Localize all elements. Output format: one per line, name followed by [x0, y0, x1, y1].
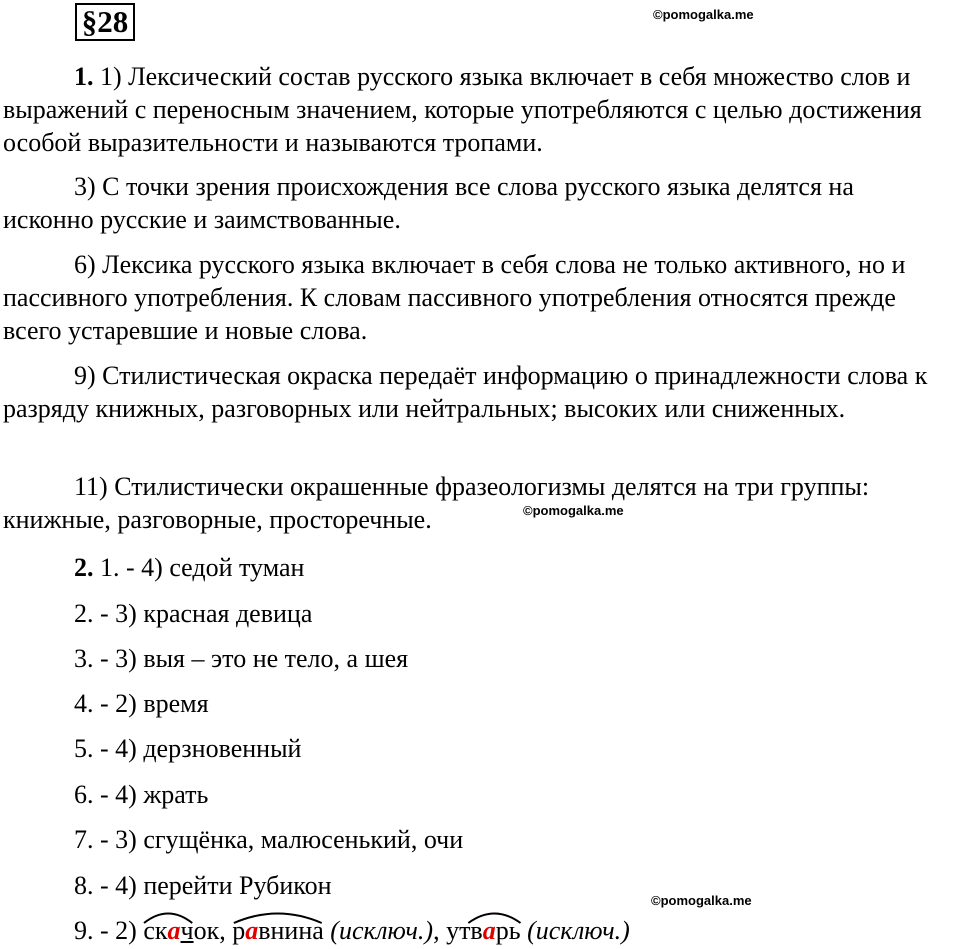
watermark-middle: ©pomogalka.me	[523, 503, 624, 518]
task2-line-2: 2. - 3) красная девица	[74, 599, 313, 628]
root-arc-icon	[446, 910, 521, 924]
task2-line-5: 5. - 4) дерзновенный	[74, 734, 302, 763]
task2-line-8: 8. - 4) перейти Рубикон	[74, 871, 332, 900]
task2-number: 2.	[74, 553, 94, 582]
watermark-bottom: ©pomogalka.me	[651, 893, 752, 908]
stressed-vowel: а	[482, 916, 496, 945]
section-number: §28	[75, 3, 135, 41]
task1-item-6: 6) Лексика русского языка включает в себя слова не только активного, но и пассивного употребления. К словам пассивного употребления относятся прежде всего устаревшие и новые слова.	[3, 250, 906, 345]
exception-note: (исключ.)	[527, 916, 630, 945]
task1-item-1	[3, 60, 948, 159]
task2-line-7: 7. - 3) сгущёнка, малюсенький, очи	[74, 825, 464, 854]
stressed-vowel: а	[167, 916, 181, 945]
root-arc-icon	[143, 910, 193, 924]
task1-item-3: 3) С точки зрения происхождения все слова русского языка делятся на исконно русские и заимствованные.	[3, 172, 854, 234]
root-arc-icon	[232, 910, 324, 924]
task1-item-11: 11) Стилистически окрашенные фразеологизмы делятся на три группы: книжные, разговорные, просторечные.	[3, 472, 870, 534]
task2-line-1	[74, 551, 304, 584]
task2-line-9: 9. - 2) скачок, равнина (исключ.), утварь (исключ.)	[74, 914, 630, 947]
task2-line-1-text: 1. - 4) седой туман	[100, 553, 305, 582]
task1-number: 1.	[74, 62, 94, 91]
task1-item-1-text: 1) Лексический состав русского языка включает в себя множество слов и выражений с переносным значением, которые употребляются с целью достижения особой выразительности и называются тропами.	[3, 62, 922, 157]
stressed-vowel: а	[245, 916, 259, 945]
watermark-top: ©pomogalka.me	[653, 7, 754, 22]
exception-note: (исключ.)	[330, 916, 434, 945]
word-ravnina: равнина	[232, 914, 324, 947]
task1-item-9: 9) Стилистическая окраска передаёт информацию о принадлежности слова к разряду книжных, разговорных или нейтральных; высоких или сниженных.	[3, 361, 928, 423]
task2-line-3: 3. - 3) выя – это не тело, а шея	[74, 644, 409, 673]
word-utvar: утварь	[446, 914, 521, 947]
task2-line-6: 6. - 4) жрать	[74, 780, 209, 809]
word-skachok: скач	[143, 914, 193, 947]
task2-line-4: 4. - 2) время	[74, 689, 209, 718]
line-9-prefix: 9. - 2)	[74, 916, 144, 945]
